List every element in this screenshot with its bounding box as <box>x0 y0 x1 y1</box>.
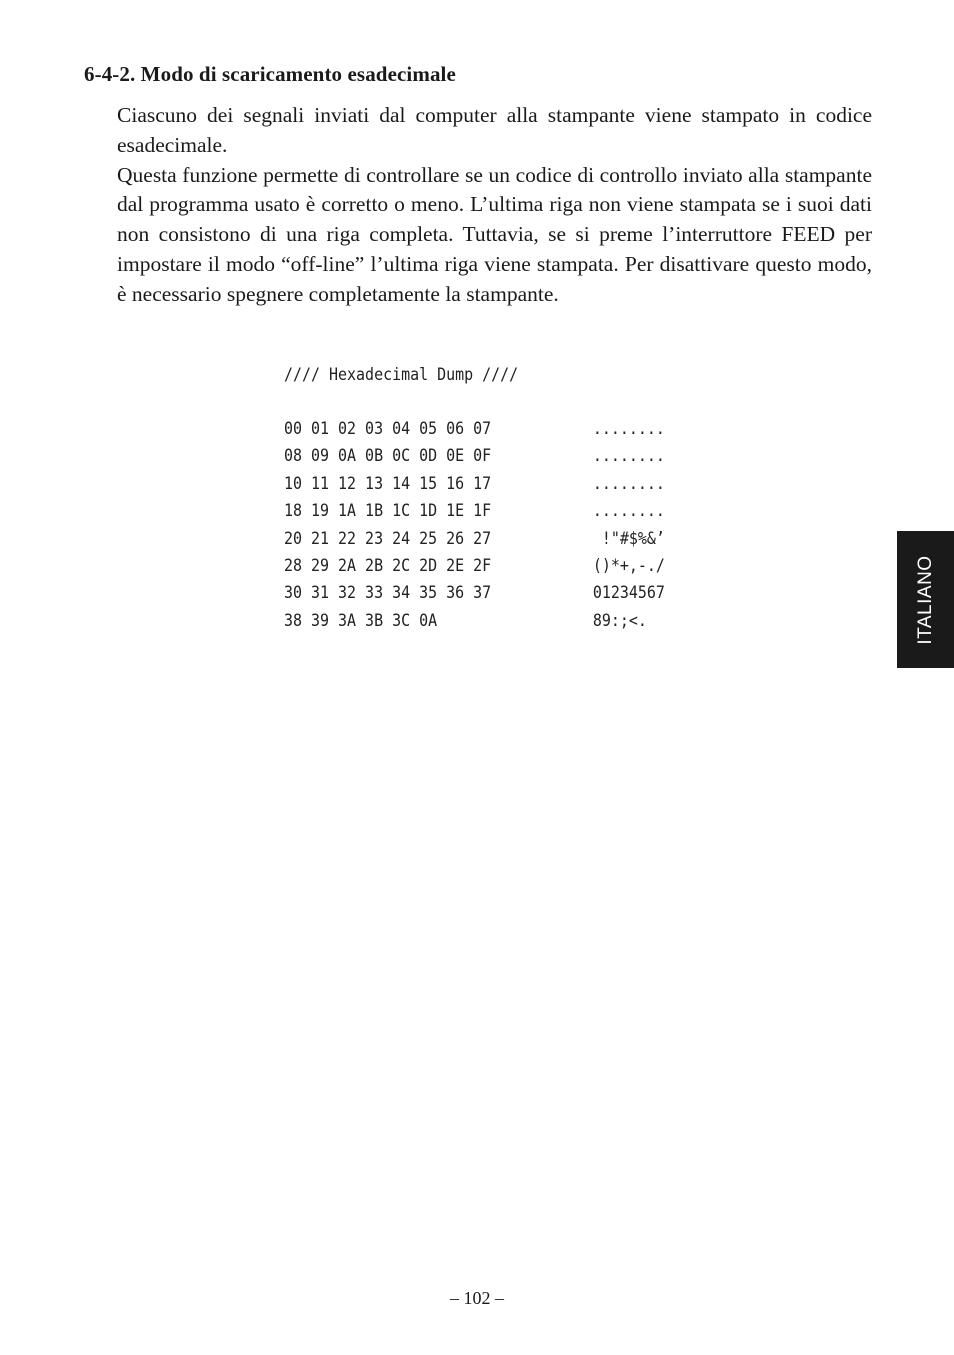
ascii-values: ........ <box>592 446 665 467</box>
body-text <box>117 101 872 310</box>
hex-values: 28 29 2A 2B 2C 2D 2E 2F <box>284 555 492 576</box>
hex-dump-row <box>284 498 681 525</box>
hex-values: 38 39 3A 3B 3C 0A <box>284 610 438 631</box>
hex-dump-title: //// Hexadecimal Dump //// <box>284 365 519 385</box>
hex-values: 00 01 02 03 04 05 06 07 <box>284 419 492 439</box>
language-side-tab <box>897 531 954 668</box>
ascii-values: ........ <box>592 419 665 439</box>
ascii-values: !"#$%&’ <box>592 528 665 549</box>
hex-dump-row <box>284 553 681 580</box>
hex-values: 20 21 22 23 24 25 26 27 <box>284 528 492 549</box>
ascii-values: 01234567 <box>592 583 665 604</box>
ascii-values: ........ <box>592 501 665 522</box>
ascii-values: 89:;<. <box>592 610 647 631</box>
hex-dump-row <box>284 608 681 635</box>
hex-dump-row <box>284 443 681 470</box>
ascii-values: ........ <box>592 473 665 494</box>
hex-values: 18 19 1A 1B 1C 1D 1E 1F <box>284 501 492 522</box>
paragraph-2: Questa funzione permette di controllare se un codice di controllo inviato alla stampante dal programma usato è corretto o meno. L’ultima riga non viene stampata se i suoi dati non consistono di una riga completa. Tuttavia, se si preme l’interruttore FEED per impostare il modo “off-line” l’ultima riga viene stampata. Per disattivare questo modo, è necessario spegnere completamente la stampante. <box>117 162 872 306</box>
hex-dump-row <box>284 526 681 553</box>
hex-dump-printout <box>284 362 681 635</box>
hex-values: 10 11 12 13 14 15 16 17 <box>284 473 492 494</box>
hex-dump-row <box>284 471 681 498</box>
language-label: ITALIANO <box>914 554 936 645</box>
hex-dump-rows <box>284 416 681 635</box>
section-heading: 6-4-2. Modo di scaricamento esadecimale <box>84 62 456 86</box>
hex-values: 08 09 0A 0B 0C 0D 0E 0F <box>284 446 492 467</box>
hex-values: 30 31 32 33 34 35 36 37 <box>284 583 492 604</box>
page-number: – 102 – <box>450 1288 504 1308</box>
paragraph-1: Ciascuno dei segnali inviati dal computer alla stampante viene stampato in codice esadecimale. <box>117 103 872 157</box>
hex-dump-row <box>284 416 681 443</box>
ascii-values: ()*+,-./ <box>592 555 665 576</box>
hex-dump-row <box>284 580 681 607</box>
